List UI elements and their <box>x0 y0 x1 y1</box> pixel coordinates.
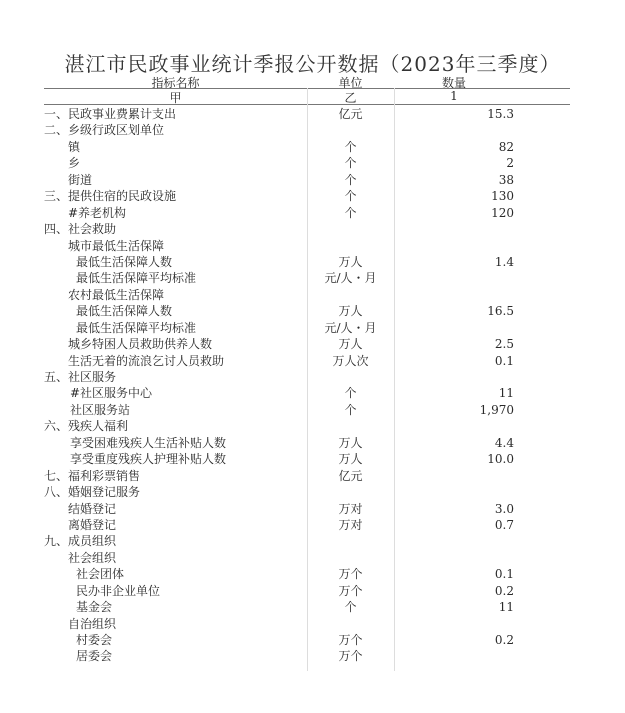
row-value: 3.0 <box>494 501 514 516</box>
row-name: 民办非企业单位 <box>76 583 161 598</box>
row-value: 120 <box>491 205 514 220</box>
row-value: 38 <box>498 172 514 187</box>
row-name: 九、成员组织 <box>44 534 117 549</box>
row-unit: 万对 <box>338 501 363 516</box>
table-row <box>44 303 570 319</box>
row-unit: 万个 <box>338 567 363 582</box>
table-row <box>44 385 570 401</box>
row-name: 六、残疾人福利 <box>44 419 129 434</box>
row-name: 乡 <box>68 156 81 171</box>
row-name: #养老机构 <box>68 205 127 220</box>
data-table <box>44 106 570 665</box>
row-name: 街道 <box>68 172 93 187</box>
header-row <box>44 74 570 89</box>
row-name: 离婚登记 <box>68 517 117 532</box>
row-unit: 元/人・月 <box>324 271 377 286</box>
row-unit: 个 <box>344 386 357 401</box>
table-row <box>44 583 570 599</box>
row-name: 生活无着的流浪乞讨人员救助 <box>68 353 225 368</box>
row-unit: 个 <box>344 600 357 615</box>
col-name-code: 甲 <box>169 91 182 105</box>
row-name: 镇 <box>68 139 81 154</box>
row-value: 82 <box>498 139 514 154</box>
col-unit-header: 单位 <box>338 76 363 90</box>
table-row <box>44 435 570 451</box>
row-unit: 亿元 <box>338 107 363 121</box>
row-name: 八、婚姻登记服务 <box>44 485 141 500</box>
row-name: 结婚登记 <box>68 501 117 516</box>
table-row <box>44 221 570 237</box>
row-value: 0.2 <box>494 633 514 647</box>
table-row <box>44 122 570 138</box>
row-value: 0.1 <box>494 567 514 582</box>
row-name: 农村最低生活保障 <box>68 287 165 302</box>
table-row <box>44 369 570 385</box>
row-name: 居委会 <box>76 649 113 664</box>
page-title: 湛江市民政事业统计季报公开数据（2023年三季度） <box>64 52 561 76</box>
row-name: 基金会 <box>76 600 113 615</box>
table-row <box>44 139 570 155</box>
table-row <box>44 336 570 352</box>
row-value: 4.4 <box>494 435 514 450</box>
col-unit-code: 乙 <box>344 91 357 105</box>
row-name: 城乡特困人员救助供养人数 <box>68 337 213 352</box>
row-value: 1,970 <box>479 402 514 417</box>
row-unit: 个 <box>344 172 357 187</box>
row-name: 最低生活保障平均标准 <box>76 271 197 286</box>
row-name: 四、社会救助 <box>44 222 117 237</box>
table-row <box>44 451 570 467</box>
row-unit: 万个 <box>338 583 363 598</box>
row-name: 社会组织 <box>68 550 117 565</box>
row-value: 0.7 <box>494 517 514 532</box>
row-unit: 个 <box>344 139 357 154</box>
row-value: 10.0 <box>487 452 514 467</box>
row-unit: 元/人・月 <box>324 320 377 335</box>
col-name-header: 指标名称 <box>151 76 200 90</box>
row-unit: 个 <box>344 189 357 204</box>
table-row <box>44 632 570 648</box>
row-unit: 个 <box>344 205 357 220</box>
row-value: 1.4 <box>494 254 514 269</box>
table-row <box>44 287 570 303</box>
row-name: 社会团体 <box>76 567 125 582</box>
table-row <box>44 501 570 517</box>
table-row <box>44 254 570 270</box>
row-name: 三、提供住宿的民政设施 <box>44 189 177 204</box>
row-value: 11 <box>498 600 514 615</box>
row-name: 最低生活保障平均标准 <box>76 320 197 335</box>
row-name: 自治组织 <box>68 616 117 631</box>
row-value: 11 <box>498 386 514 401</box>
col-value-code: 1 <box>450 89 458 103</box>
table-row <box>44 320 570 336</box>
row-value: 0.2 <box>494 583 514 598</box>
row-unit: 万人 <box>338 435 363 450</box>
table-row <box>44 205 570 221</box>
row-name: 一、民政事业费累计支出 <box>44 107 177 121</box>
table-row <box>44 172 570 188</box>
row-unit: 个 <box>344 402 357 417</box>
table-row <box>44 155 570 171</box>
table-row <box>44 550 570 566</box>
table-row <box>44 517 570 533</box>
table-row <box>44 353 570 369</box>
row-name: 最低生活保障人数 <box>76 254 173 269</box>
row-unit: 万个 <box>338 633 363 647</box>
table-row <box>44 270 570 286</box>
row-unit: 万人 <box>338 254 363 269</box>
row-unit: 个 <box>344 156 357 171</box>
row-unit: 亿元 <box>338 468 363 483</box>
table-row <box>44 484 570 500</box>
row-value: 130 <box>491 189 514 204</box>
row-name: 享受困难残疾人生活补贴人数 <box>70 435 227 450</box>
row-name: 村委会 <box>76 633 113 647</box>
row-unit: 万人次 <box>332 353 369 368</box>
row-value: 15.3 <box>487 107 514 121</box>
table-row <box>44 106 570 122</box>
table-row <box>44 402 570 418</box>
row-unit: 万人 <box>338 337 363 352</box>
table-row <box>44 599 570 615</box>
row-name: 二、乡级行政区划单位 <box>44 123 165 138</box>
table-row <box>44 566 570 582</box>
table-row <box>44 418 570 434</box>
col-value-header: 数量 <box>441 76 466 90</box>
table-row <box>44 468 570 484</box>
row-name: 城市最低生活保障 <box>68 238 165 253</box>
table-row <box>44 533 570 549</box>
row-name: 五、社区服务 <box>44 370 117 384</box>
row-name: 社区服务站 <box>70 402 131 417</box>
row-unit: 万人 <box>338 304 363 319</box>
table-row <box>44 238 570 254</box>
table-row <box>44 616 570 632</box>
row-unit: 万个 <box>338 649 363 664</box>
row-name: 享受重度残疾人护理补贴人数 <box>70 452 227 467</box>
row-name: 最低生活保障人数 <box>76 304 173 319</box>
row-name: 七、福利彩票销售 <box>44 468 141 483</box>
row-name: #社区服务中心 <box>70 386 153 401</box>
row-unit: 万对 <box>338 517 363 532</box>
table-row <box>44 188 570 204</box>
row-value: 2 <box>506 156 514 171</box>
row-value: 0.1 <box>494 353 514 368</box>
table-row <box>44 648 570 664</box>
row-unit: 万人 <box>338 452 363 467</box>
row-value: 16.5 <box>487 304 514 319</box>
row-value: 2.5 <box>494 337 514 352</box>
